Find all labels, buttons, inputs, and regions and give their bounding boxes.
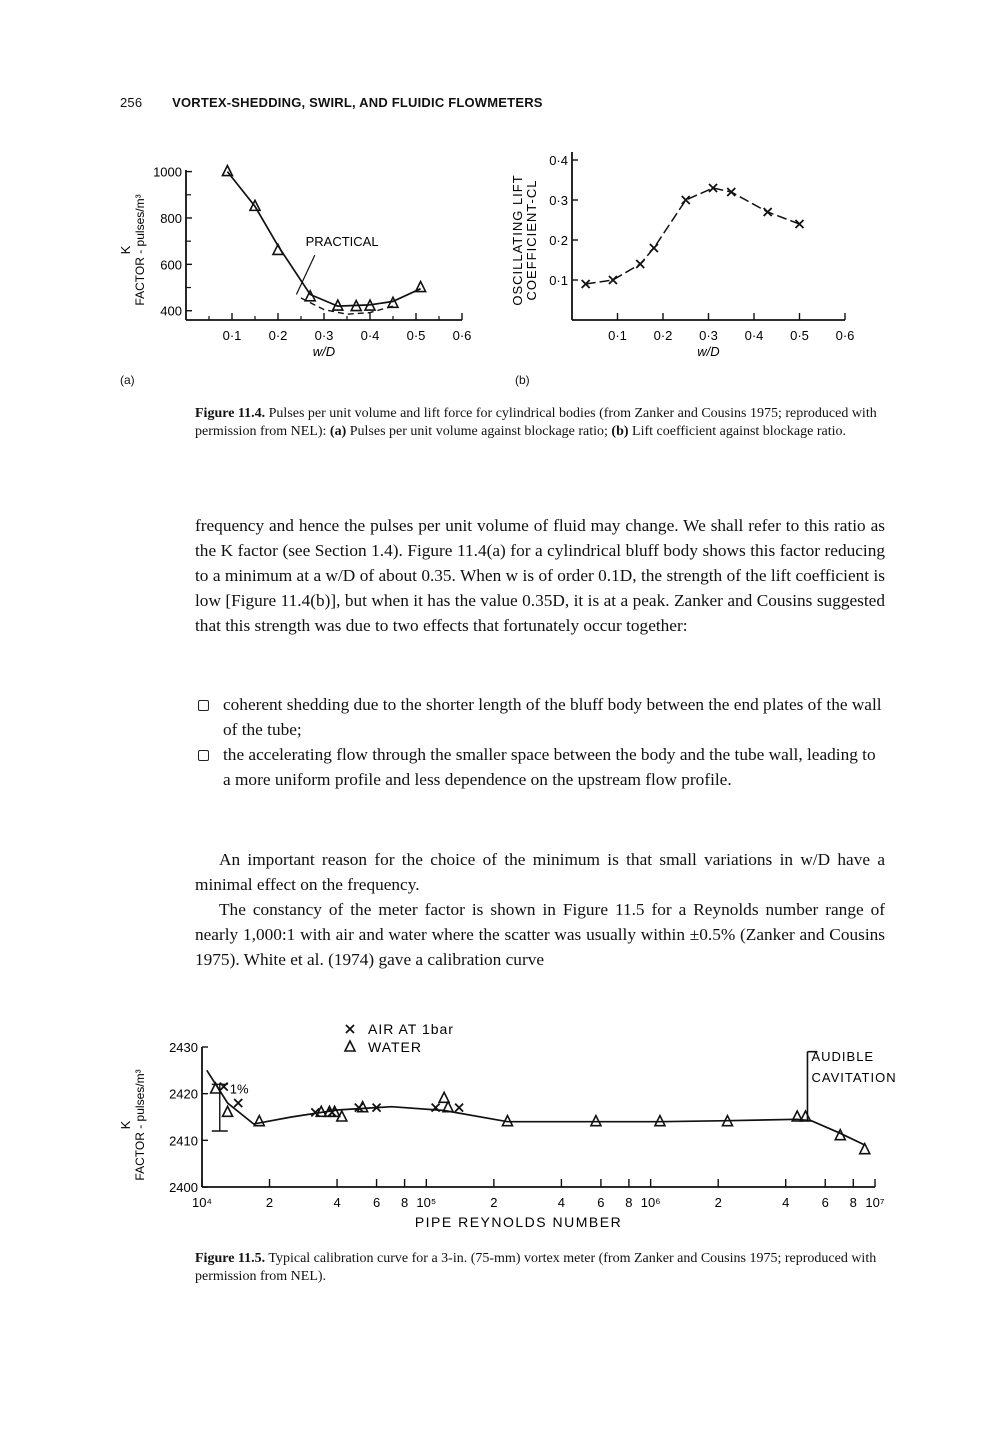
x-tick-label: 10⁶ — [640, 1195, 661, 1210]
caption-text: Pulses per unit volume and lift force for cylindrical bodies (from Zanker and Cousins 1975; reproduced with permission from NEL): — [195, 406, 877, 439]
y-tick-label: 2410 — [169, 1133, 198, 1149]
caption-a: (a) — [329, 424, 347, 439]
data-point-cross — [764, 208, 772, 216]
data-point-cross — [609, 276, 617, 284]
figure-11-4-caption — [195, 405, 895, 441]
caption-label: Figure 11.5. — [195, 1251, 266, 1266]
figure-11-4a-chart — [110, 140, 500, 380]
x-axis-label: w/D — [697, 344, 720, 359]
x-tick-label: 4 — [782, 1195, 790, 1210]
data-point-cross — [328, 1108, 336, 1116]
x-tick-label: 6 — [372, 1195, 381, 1210]
bullet-text: the accelerating flow through the smaller space between the body and the tube wall, leading to a more uniform profile and less dependence on the upstream flow profile. — [223, 745, 876, 789]
x-tick-label: 2 — [714, 1195, 722, 1210]
x-tick-label: 0·2 — [268, 328, 288, 343]
paragraph-2 — [195, 847, 885, 972]
paragraph-3-text: The constancy of the meter factor is shown in Figure 11.5 for a Reynolds number range of nearly 1,000:1 with air and water where the scatter was usually within ±0.5% (Zanker and Cousins 1975). White et al. (1974) gave a calibration curve — [195, 900, 885, 969]
data-point-cross — [650, 244, 658, 252]
bullet-item — [195, 742, 885, 792]
x-tick-label: 0·6 — [835, 328, 855, 343]
caption-label: Figure 11.4. — [195, 406, 266, 421]
panel-label-a: (a) — [120, 373, 135, 387]
x-tick-label: 10⁷ — [865, 1195, 885, 1210]
series-line — [586, 188, 800, 284]
data-point-triangle — [273, 244, 283, 254]
x-tick-label: 0·1 — [222, 328, 242, 343]
figure-11-4b-chart — [500, 140, 880, 380]
figure-11-5-caption — [195, 1250, 895, 1286]
annotation-cavitation: CAVITATION — [811, 1070, 897, 1085]
figure-11-5-chart — [110, 1012, 900, 1242]
y-axis-label-units: FACTOR - pulses/m³ — [133, 194, 147, 306]
x-tick-label: 0·1 — [608, 328, 627, 343]
x-tick-label: 8 — [849, 1195, 857, 1210]
running-title: VORTEX-SHEDDING, SWIRL, AND FLUIDIC FLOWMETERS — [172, 95, 543, 110]
y-tick-label: 0·1 — [549, 273, 568, 288]
y-tick-label: 0·2 — [549, 233, 568, 248]
data-point-cross — [346, 1025, 354, 1033]
x-tick-label: 0·2 — [653, 328, 673, 343]
caption-b: (b) — [611, 424, 629, 439]
x-tick-label: 6 — [597, 1195, 605, 1210]
x-tick-label: 10⁴ — [191, 1195, 213, 1210]
y-tick-label: 1000 — [153, 164, 182, 180]
y-tick-label: 0·4 — [549, 153, 568, 168]
y-tick-label: 2400 — [169, 1180, 198, 1195]
y-axis-label-units: FACTOR - pulses/m³ — [133, 1069, 147, 1181]
data-point-triangle — [416, 282, 426, 292]
x-tick-label: 4 — [333, 1195, 341, 1210]
y-tick-label: 0·3 — [549, 193, 568, 208]
x-tick-label: 0·6 — [452, 328, 472, 343]
x-axis-label: w/D — [312, 344, 336, 359]
x-tick-label: 0·3 — [699, 328, 718, 343]
bullet-text: coherent shedding due to the shorter length of the bluff body between the end plates of the wall of the tube; — [223, 695, 882, 739]
y-tick-label: 2430 — [169, 1040, 198, 1055]
x-tick-label: 0·4 — [360, 328, 380, 343]
calibration-curve — [207, 1070, 865, 1145]
y-tick-label: 2420 — [169, 1086, 198, 1102]
x-tick-label: 8 — [400, 1195, 409, 1210]
y-tick-label: 600 — [160, 257, 182, 273]
y-axis-label-line-2: COEFFICIENT-CL — [524, 179, 539, 301]
data-point-cross — [796, 220, 804, 228]
page-number: 256 — [120, 95, 143, 110]
caption-b-text: Lift coefficient against blockage ratio. — [628, 424, 846, 439]
y-axis-label-factor: K — [118, 1120, 133, 1130]
x-tick-label: 2 — [265, 1195, 274, 1210]
data-point-triangle — [254, 1116, 264, 1126]
x-tick-label: 8 — [625, 1195, 633, 1210]
annotation-practical: PRACTICAL — [305, 233, 379, 249]
x-tick-label: 2 — [490, 1195, 498, 1210]
x-tick-label: 0·4 — [744, 328, 764, 343]
checkbox-bullet-icon — [198, 750, 209, 761]
bullet-item — [195, 692, 885, 742]
paragraph-2-text: An important reason for the choice of the minimum is that small variations in w/D have a minimal effect on the frequency. — [195, 850, 885, 894]
x-tick-label: 6 — [821, 1195, 829, 1210]
x-tick-label: 0·5 — [790, 328, 809, 343]
data-point-triangle — [345, 1041, 355, 1051]
checkbox-bullet-icon — [198, 700, 209, 711]
data-point-cross — [682, 196, 690, 204]
data-point-triangle — [223, 1106, 233, 1116]
running-header — [120, 95, 543, 110]
data-point-cross — [234, 1099, 242, 1107]
x-tick-label: 4 — [557, 1195, 566, 1210]
data-point-triangle — [222, 166, 232, 176]
y-axis-label-factor: K — [118, 245, 133, 255]
bullet-list — [195, 692, 885, 792]
data-point-cross — [636, 260, 644, 268]
paragraph-1-text: frequency and hence the pulses per unit volume of fluid may change. We shall refer to this ratio as the K factor (see Section 1.4). Figure 11.4(a) for a cylindrical bluff body shows this factor reducing to a minimum at a w/D of about 0.35. When w is of order 0.1D, the strength of the lift coefficient is low [Figure 11.4(b)], but when it has the value 0.35D, it is at a peak. Zanker and Cousins suggested that this strength was due to two effects that fortunately occur together: — [195, 516, 885, 635]
data-point-triangle — [443, 1102, 453, 1112]
y-axis-label-line-1: OSCILLATING LIFT — [510, 174, 525, 306]
data-point-triangle — [860, 1144, 870, 1154]
x-tick-label: 10⁵ — [416, 1195, 437, 1210]
panel-label-b: (b) — [515, 373, 530, 387]
data-point-triangle — [655, 1116, 665, 1126]
x-axis-label: PIPE REYNOLDS NUMBER — [414, 1214, 623, 1230]
paragraph-1 — [195, 513, 885, 638]
x-tick-label: 0·5 — [406, 328, 426, 343]
x-tick-label: 0·3 — [314, 328, 334, 343]
annotation-audible: AUDIBLE — [811, 1049, 875, 1064]
data-point-cross — [455, 1104, 463, 1112]
caption-text: Typical calibration curve for a 3-in. (75-mm) vortex meter (from Zanker and Cousins 1975; reproduced with permission from NEL). — [195, 1251, 877, 1284]
data-point-triangle — [591, 1116, 601, 1126]
legend-water: WATER — [368, 1039, 422, 1055]
y-tick-label: 400 — [160, 303, 182, 319]
annotation-one-percent: 1% — [229, 1081, 249, 1097]
legend-air: AIR AT 1bar — [368, 1021, 454, 1037]
caption-a-text: Pulses per unit volume against blockage ratio; — [346, 424, 612, 439]
y-tick-label: 800 — [160, 210, 182, 226]
